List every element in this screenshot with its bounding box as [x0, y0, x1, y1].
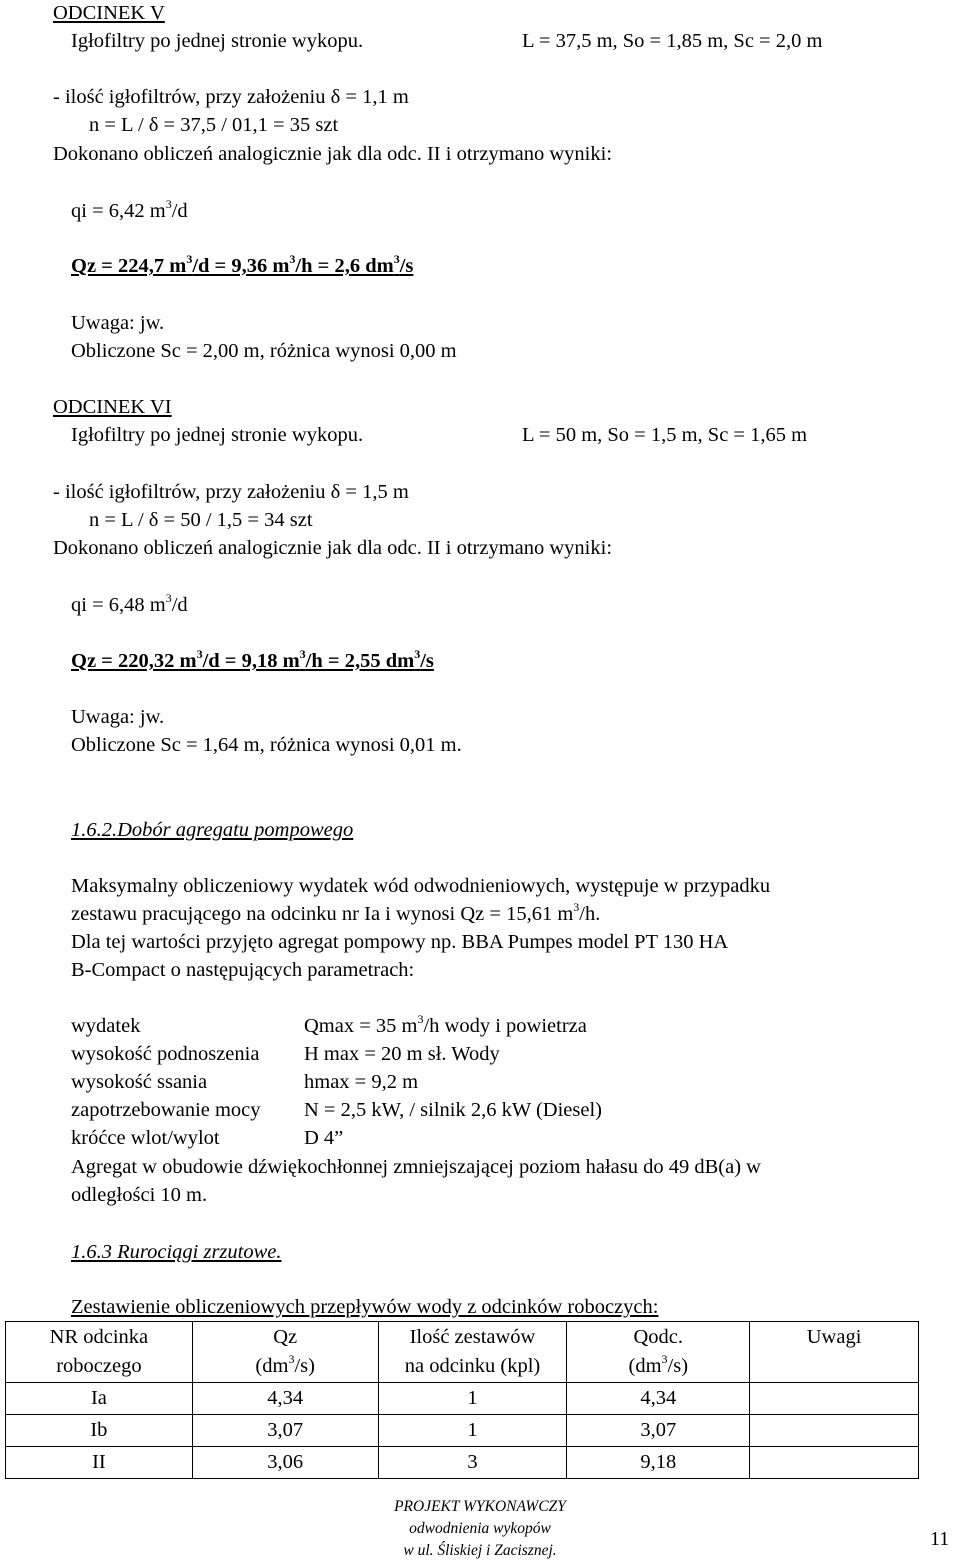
spec-value: H max = 20 m sł. Wody — [304, 1043, 500, 1065]
header-qz: Qz $(dm^3/s)$ — [192, 1322, 378, 1383]
table-row — [6, 1383, 919, 1415]
table-row — [6, 1415, 919, 1447]
spec-value: Qmax = 35 $m^3/h$ wody i powietrza — [304, 1012, 587, 1037]
section-6-desc: Igłofiltry po jednej stronie wykopu. — [71, 424, 364, 446]
flow-table — [5, 1321, 919, 1479]
spec-label: króćce wlot/wylot — [71, 1127, 220, 1149]
table-cell: 4,34 — [567, 1383, 750, 1415]
section-6-count-line: - ilość igłofiltrów, przy założeniu δ = 1,5 m — [53, 481, 409, 503]
table-cell — [750, 1383, 919, 1415]
section-5-count-line: - ilość igłofiltrów, przy założeniu δ = 1,1 m — [53, 86, 409, 108]
section-5-note: Dokonano obliczeń analogicznie jak dla odc. II i otrzymano wyniki: — [53, 143, 613, 165]
pipes-section-heading: 1.6.3 Rurociągi zrzutowe. — [71, 1241, 282, 1263]
section-5-formula: n = L / δ = 37,5 / 01,1 = 35 szt — [89, 114, 339, 136]
section-6-formula: n = L / δ = 50 / 1,5 = 34 szt — [89, 509, 313, 531]
pump-paragraph-line-4: B-Compact o następujących parametrach: — [71, 959, 415, 981]
section-6-title: ODCINEK VI — [53, 396, 172, 418]
table-cell: 3,07 — [192, 1415, 378, 1447]
footer-line-1: PROJEKT WYKONAWCZY — [394, 1498, 566, 1515]
spec-value: N = 2,5 kW, / silnik 2,6 kW (Diesel) — [304, 1099, 602, 1121]
section-6-qi: qi = 6,48 $m^3/d$ — [71, 591, 188, 616]
table-cell: 3 — [378, 1447, 567, 1479]
table-cell — [750, 1447, 919, 1479]
page-number: 11 — [930, 1528, 950, 1550]
header-segment-number: NR odcinka roboczego — [6, 1322, 193, 1383]
footer-line-3: w ul. Śliskiej i Zacisznej. — [403, 1542, 557, 1559]
table-cell: II — [6, 1447, 193, 1479]
spec-label: zapotrzebowanie mocy — [71, 1099, 261, 1121]
table-cell: Ia — [6, 1383, 193, 1415]
table-cell: 4,34 — [192, 1383, 378, 1415]
section-5-qz: Qz = 224,7 $m^3/d = 9,36$ $m^3/h = 2,6$ $dm^3/s$ — [71, 252, 414, 277]
table-title: Zestawienie obliczeniowych przepływów wody z odcinków roboczych: — [71, 1296, 659, 1318]
pump-paragraph-line-3: Dla tej wartości przyjęto agregat pompowy np. BBA Pumpes model PT 130 HA — [71, 931, 729, 953]
section-6-note: Dokonano obliczeń analogicznie jak dla odc. II i otrzymano wyniki: — [53, 537, 613, 559]
table-cell — [750, 1415, 919, 1447]
aggregate-note-line-1: Agregat w obudowie dźwiękochłonnej zmniejszającej poziom hałasu do 49 dB(a) w — [71, 1156, 761, 1178]
spec-value: hmax = 9,2 m — [304, 1071, 419, 1093]
section-5-remark: Uwaga: jw. — [71, 312, 165, 334]
section-5-calc: Obliczone Sc = 2,00 m, różnica wynosi 0,00 m — [71, 340, 457, 362]
table-header-row — [6, 1322, 919, 1383]
spec-label: wydatek — [71, 1015, 141, 1037]
header-qodc: Qodc. $(dm^3/s)$ — [567, 1322, 750, 1383]
spec-value: D 4” — [304, 1127, 344, 1149]
section-5-title: ODCINEK V — [53, 2, 165, 24]
footer-line-2: odwodnienia wykopów — [409, 1520, 551, 1537]
table-cell: 1 — [378, 1415, 567, 1447]
section-5-desc: Igłofiltry po jednej stronie wykopu. — [71, 30, 364, 52]
pump-paragraph-line-1: Maksymalny obliczeniowy wydatek wód odwodnieniowych, występuje w przypadku — [71, 875, 771, 897]
pump-paragraph-line-2: zestawu pracującego na odcinku nr Ia i wynosi Qz = 15,61 $m^3/h$. — [71, 900, 601, 925]
page-footer — [330, 1496, 630, 1562]
section-6-qz: Qz = 220,32 $m^3/d = 9,18$ $m^3/h = 2,55$ $dm^3/s$ — [71, 647, 434, 672]
table-cell: Ib — [6, 1415, 193, 1447]
section-5-params: L = 37,5 m, So = 1,85 m, Sc = 2,0 m — [522, 30, 823, 52]
section-6-params: L = 50 m, So = 1,5 m, Sc = 1,65 m — [522, 424, 808, 446]
section-6-calc: Obliczone Sc = 1,64 m, różnica wynosi 0,01 m. — [71, 734, 462, 756]
section-5-qi: qi = 6,42 $m^3/d$ — [71, 197, 188, 222]
table-cell: 3,07 — [567, 1415, 750, 1447]
pump-section-heading: 1.6.2.Dobór agregatu pompowego — [71, 819, 354, 841]
table-cell: 1 — [378, 1383, 567, 1415]
header-remarks: Uwagi — [750, 1322, 919, 1383]
table-cell: 9,18 — [567, 1447, 750, 1479]
spec-label: wysokość podnoszenia — [71, 1043, 260, 1065]
section-6-remark: Uwaga: jw. — [71, 706, 165, 728]
table-cell: 3,06 — [192, 1447, 378, 1479]
header-set-count: Ilość zestawów na odcinku (kpl) — [378, 1322, 567, 1383]
spec-label: wysokość ssania — [71, 1071, 208, 1093]
aggregate-note-line-2: odległości 10 m. — [71, 1184, 208, 1206]
table-row — [6, 1447, 919, 1479]
